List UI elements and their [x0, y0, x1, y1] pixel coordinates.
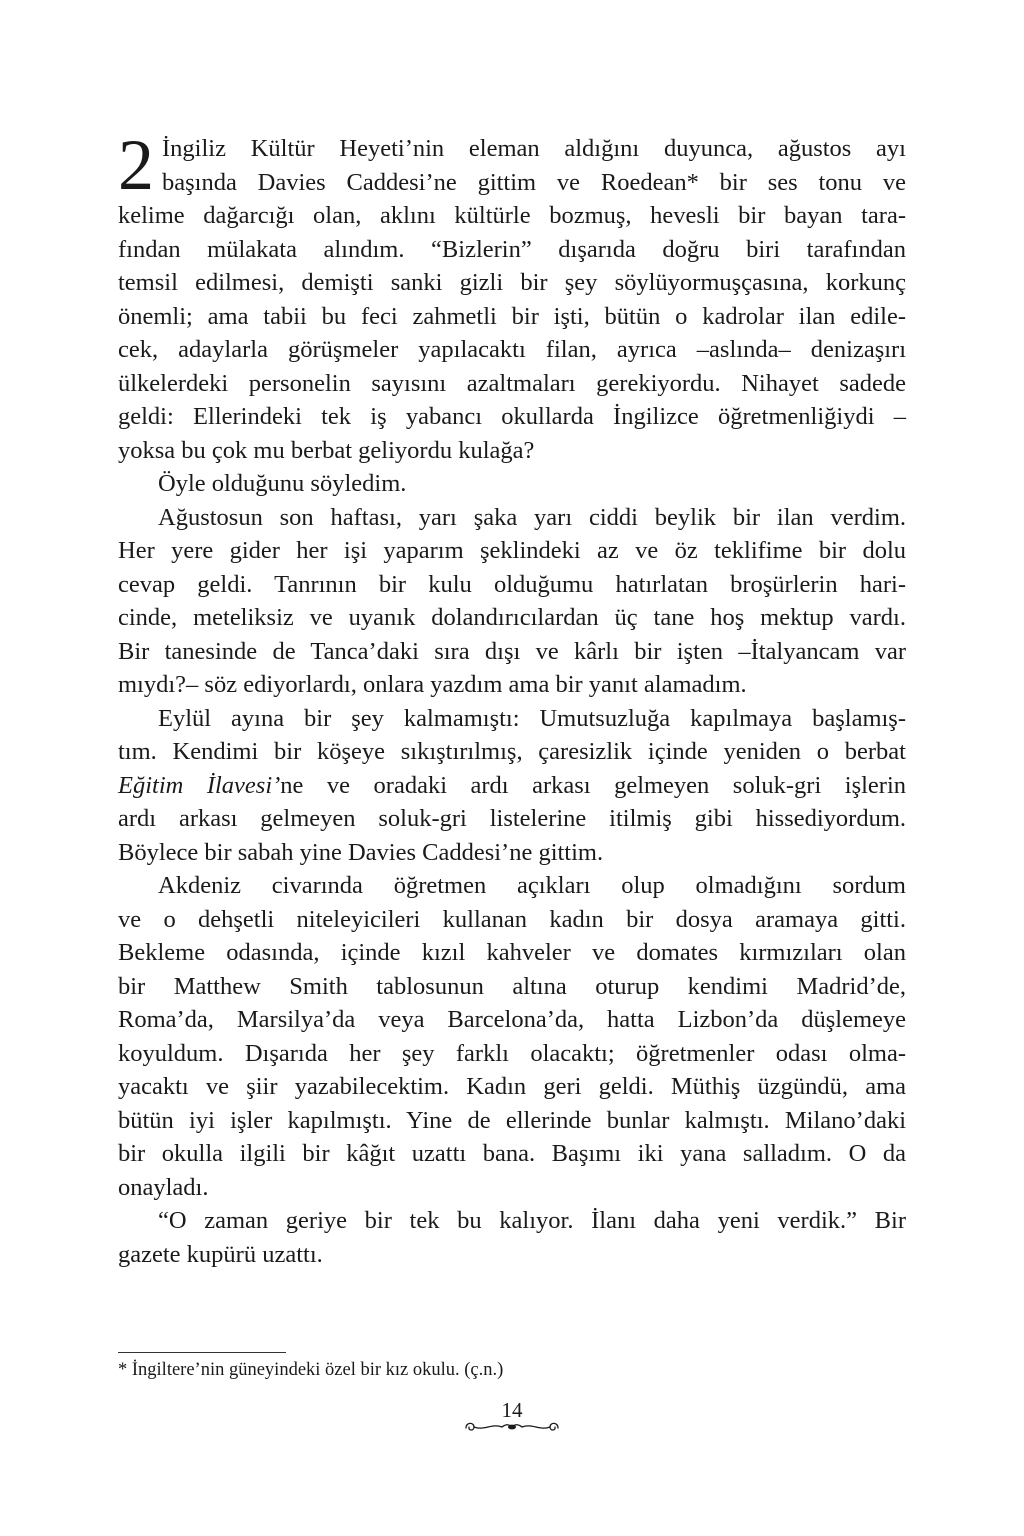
text-line: İngiliz Kültür Heyeti’nin eleman aldığını duyunca, ağustos ayı [162, 135, 906, 162]
text-line: kelime dağarcığı olan, aklını kültürle bozmuş, hevesli bir bayan tara- [118, 202, 906, 229]
text-line: önemli; ama tabii bu feci zahmetli bir işti, bütün o kadrolar ilan edile- [118, 302, 906, 330]
drop-cap: 2 [118, 125, 154, 205]
text-line: Bekleme odasında, içinde kızıl kahveler ve domates kırmızıları olan [118, 939, 906, 966]
text-line: temsil edilmesi, demişti sanki gizli bir şey söylüyormuşçasına, korkunç [118, 269, 906, 296]
text-line: ve o dehşetli niteleyicileri kullanan kadın bir dosya aramaya gitti. [118, 905, 906, 933]
italic-title: Eğitim İlavesi’ [118, 771, 281, 799]
text-line: Roma’da, Marsilya’da veya Barcelona’da, hatta Lizbon’da düşlemeye [118, 1006, 906, 1033]
text-line: yoksa bu çok mu berbat geliyordu kulağa? [118, 436, 535, 464]
text-line: “O zaman geriye bir tek bu kalıyor. İlanı daha yeni verdik.” Bir [158, 1207, 906, 1234]
text-line: Ağustosun son haftası, yarı şaka yarı ciddi beylik bir ilan verdim. [158, 503, 906, 531]
text-line: mıydı?– söz ediyorlardı, onlara yazdım ama bir yanıt alamadım. [118, 671, 747, 698]
text-line: Öyle olduğunu söyledim. [158, 470, 407, 497]
text-line: bütün iyi işler kapılmıştı. Yine de ellerinde bunlar kalmıştı. Milano’daki [118, 1106, 906, 1134]
text-line: yacaktı ve şiir yazabilecektim. Kadın geri geldi. Müthiş üzgündü, ama [118, 1073, 906, 1100]
text-line: cinde, meteliksiz ve uyanık dolandırıcılardan üç tane hoş mektup vardı. [118, 604, 906, 631]
text-line: ülkelerdeki personelin sayısını azaltmaları gerekiyordu. Nihayet sadede [118, 369, 906, 397]
text-line: Bir tanesinde de Tanca’daki sıra dışı ve kârlı bir işten –İtalyancam var [118, 637, 906, 665]
text-line: gazete kupürü uzattı. [118, 1240, 323, 1268]
page-number: 14 [501, 1398, 523, 1422]
text-line: koyuldum. Dışarıda her şey farklı olacaktı; öğretmenler odası olma- [118, 1039, 906, 1067]
footnote-divider [118, 1352, 286, 1353]
text-line: Böylece bir sabah yine Davies Caddesi’ne gittim. [118, 838, 604, 866]
text-line: başında Davies Caddesi’ne gittim ve Roedean* bir ses tonu ve [162, 168, 906, 196]
text-line: ardı arkası gelmeyen soluk-gri listelerine itilmiş gibi hissediyordum. [118, 805, 906, 832]
text-line: Eylül ayına bir şey kalmamıştı: Umutsuzluğa kapılmaya başlamış- [158, 704, 906, 732]
text-line: geldi: Ellerindeki tek iş yabancı okullarda İngilizce öğretmenliğiydi – [118, 403, 906, 430]
text-fragment: ne ve oradaki ardı arkası gelmeyen soluk-gri işlerin [280, 771, 906, 799]
text-line: tım. Kendimi bir köşeye sıkıştırılmış, çaresizlik içinde yeniden o berbat [118, 738, 906, 765]
footnote: * İngiltere’nin güneyindeki özel bir kız okulu. (ç.n.) [118, 1360, 504, 1380]
text-line: cek, adaylarla görüşmeler yapılacaktı filan, ayrıca –aslında– denizaşırı [118, 336, 906, 363]
text-line: onayladı. [118, 1173, 209, 1201]
text-line: Her yere gider her işi yaparım şeklindeki az ve öz teklifime bir dolu [118, 537, 906, 564]
text-line: fından mülakata alındım. “Bizlerin” dışarıda doğru biri tarafından [118, 235, 906, 263]
text-line: bir okulla ilgili bir kâğıt uzattı bana. Başımı iki yana salladım. O da [118, 1140, 906, 1167]
body-text [118, 125, 906, 1271]
text-line: Akdeniz civarında öğretmen açıkları olup olmadığını sordum [158, 872, 906, 899]
text-line: bir Matthew Smith tablosunun altına oturup kendimi Madrid’de, [118, 972, 906, 1000]
flourish-ornament-icon [462, 1419, 562, 1435]
text-line [118, 769, 906, 803]
text-line: cevap geldi. Tanrının bir kulu olduğumu hatırlatan broşürlerin hari- [118, 570, 906, 598]
